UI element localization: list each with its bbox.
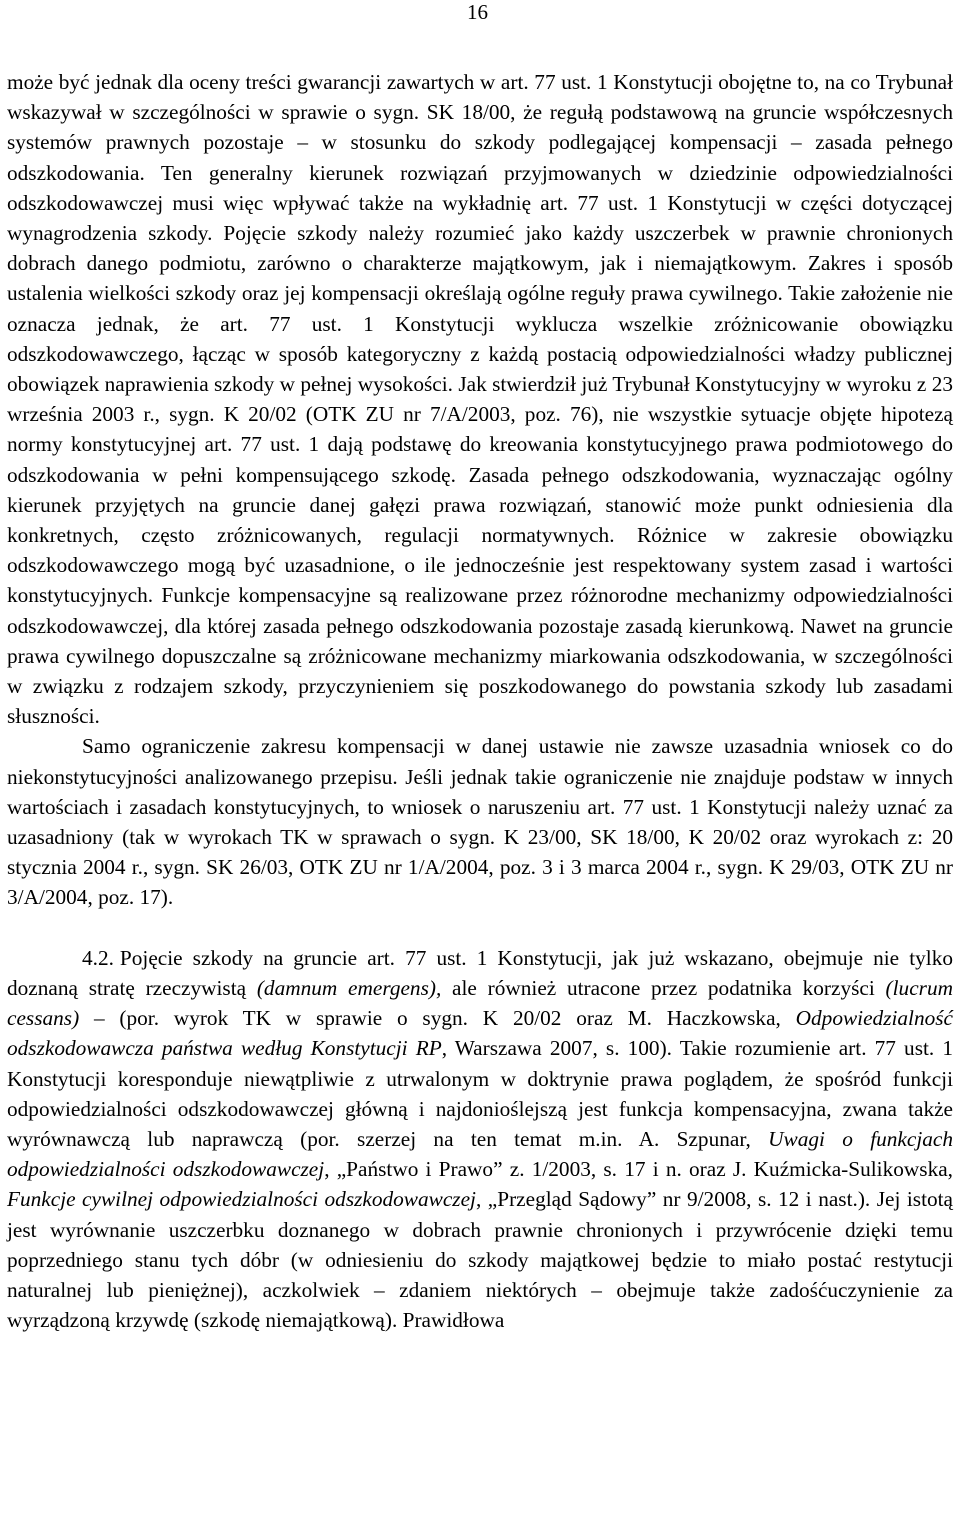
paragraph-text: ale również utracone przez podatnika korzyści [441,975,886,1000]
paragraph-1 [7,67,953,731]
cited-title: Uwagi o funkcjach odpowiedzialności odszkodowawczej [7,1126,953,1182]
paragraph-4-2 [7,943,953,1336]
paragraph-2 [7,731,953,912]
latin-term: (lucrum cessans) [7,975,953,1031]
cited-title: Odpowiedzialność odszkodowawcza państwa według Konstytucji RP [7,1006,953,1061]
latin-term: (damnum emergens), [256,975,442,1000]
section-number: 4.2. [82,945,114,970]
paragraph-text: , Warszawa 2007, s. 100). Takie rozumienie art. 77 ust. 1 Konstytucji koresponduje niewątpliwie z utrwalonym w doktrynie prawa poglądem, że spośród funkcji odpowiedzialności odszkodowawczej główną i najdonioślejszą jest funkcja kompensacyjna, zwana także wyrównawczą lub naprawczą (por. szerzej na ten temat m.in. A. Szpunar, [7,1036,953,1151]
cited-title: Funkcje cywilnej odpowiedzialności odszkodowawczej [7,1187,476,1212]
paragraph-text: Samo ograniczenie zakresu kompensacji w danej ustawie nie zawsze uzasadnia wniosek co do niekonstytucyjności analizowanego przepisu. Jeśli jednak takie ograniczenie nie znajduje podstaw w innych wartościach i zasadach konstytucyjnych, to wniosek o naruszeniu art. 77 ust. 1 Konstytucji należy uznać za uzasadniony (tak w wyrokach TK w sprawach o sygn. K 23/00, SK 18/00, K 20/02 oraz wyrokach z: 20 stycznia 2004 r., sygn. SK 26/03, OTK ZU nr 1/A/2004, poz. 3 i 3 marca 2004 r., sygn. K 29/03, OTK ZU nr 3/A/2004, poz. 17). [7,734,953,910]
paragraph-text: może być jednak dla oceny treści gwarancji zawartych w art. 77 ust. 1 Konstytucji obojętne to, na co Trybunał wskazywał w szczególności w sprawie o sygn. SK 18/00, że regułą podstawową na gruncie współczesnych systemów prawnych pozostaje – w stosunku do szkody podlegającej kompensacji – zasada pełnego odszkodowania. Ten generalny kierunek rozwiązań przyjmowanych w dziedzinie odpowiedzialności odszkodowawczej musi więc wpływać także na wykładnię art. 77 ust. 1 Konstytucji w części dotyczącej wynagrodzenia szkody. Pojęcie szkody należy rozumieć jako każdy uszczerbek w prawnie chronionych dobrach danego podmiotu, zarówno o charakterze majątkowym, jak i niemajątkowym. Zakres i sposób ustalenia wielkości szkody oraz jej kompensacji określają ogólne reguły prawa cywilnego. Takie założenie nie oznacza jednak, że art. 77 ust. 1 Konstytucji wyklucza wszelkie zróżnicowanie obowiązku odszkodowawczego, łącząc w sposób kategoryczny z każdą postacią odpowiedzialności władzy publicznej obowiązek naprawienia szkody w pełnej wysokości. Jak stwierdził już Trybunał Konstytucyjny w wyroku z 23 września 2003 r., sygn. K 20/02 (OTK ZU nr 7/A/2003, poz. 76), nie wszystkie sytuacje objęte hipotezą normy konstytucyjnej art. 77 ust. 1 dają podstawę do kreowania konstytucyjnego prawa podmiotowego do odszkodowania w pełni kompensującego szkodę. Zasada pełnego odszkodowania, wyznaczając ogólny kierunek przyjętych na gruncie danej gałęzi prawa rozwiązań, stanowić może punkt odniesienia dla konkretnych, często zróżnicowanych, regulacji normatywnych. Różnice w zakresie obowiązku odszkodowawczego mogą być uzasadnione, o ile jednocześnie jest respektowany system zasad i wartości konstytucyjnych. Funkcje kompensacyjne są realizowane przez różnorodne mechanizmy odpowiedzialności odszkodowawczej, dla której zasada pełnego odszkodowania pozostaje zasadą kierunkową. Nawet na gruncie prawa cywilnego dopuszczalne są zróżnicowane mechanizmy miarkowania odszkodowania, w szczególności w związku z rodzajem szkody, przyczynieniem się poszkodowanego do powstania szkody lub zasadami słuszności. [7,70,953,729]
paragraph-text: , „Państwo i Prawo” z. 1/2003, s. 17 i n. oraz J. Kuźmicka-Sulikowska, [324,1157,953,1182]
paragraph-text: – (por. wyrok TK w sprawie o sygn. K 20/02 oraz M. Haczkowska, [79,1006,796,1031]
paragraph-text: Pojęcie szkody na gruncie art. 77 ust. 1 Konstytucji, jak już wskazano, obejmuje nie tylko doznaną stratę rzeczywistą [7,945,953,1000]
document-body [7,67,953,1335]
paragraph-text: , „Przegląd Sądowy” nr 9/2008, s. 12 i nast.). Jej istotą jest wyrównanie uszczerbku doznanego w dobrach prawnie chronionych i przywrócenie dzięki temu poprzedniego stanu tych dóbr (w odniesieniu do szkody majątkowej będzie to miało postać restytucji naturalnej lub pieniężnej), aczkolwiek – zdaniem niektórych – obejmuje także zadośćuczynienie za wyrządzoną krzywdę (szkodę niemajątkową). Prawidłowa [7,1187,954,1333]
page-number: 16 [467,0,488,24]
